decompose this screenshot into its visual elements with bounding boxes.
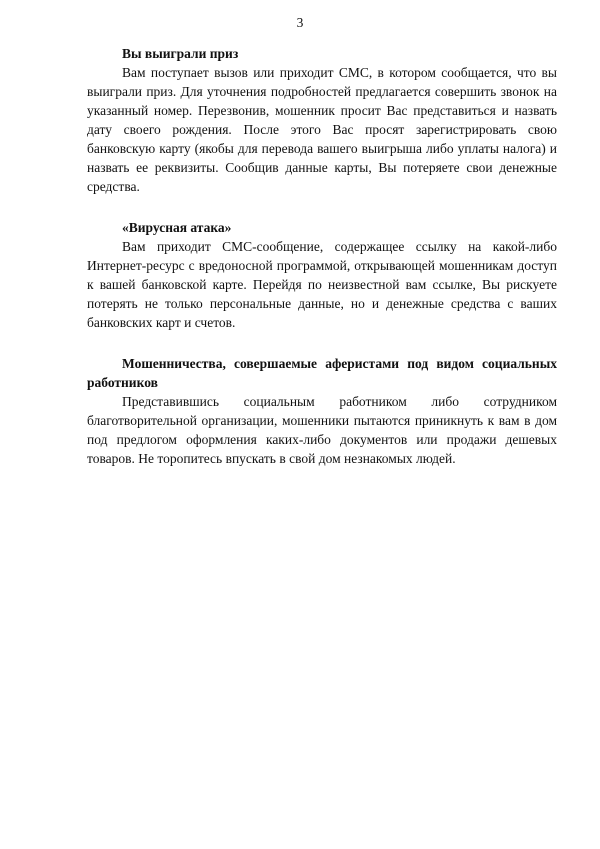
section-prize-win (87, 44, 557, 196)
page-number: 3 (296, 15, 304, 30)
document-body (87, 44, 557, 490)
section-paragraph: Вам приходит СМС-сообщение, содержащее ссылку на какой-либо Интернет-ресурс с вредоносной программой, открывающей мошенникам доступ к вашей банковской карте. Перейдя по неизвестной вам ссылке, Вы рискуете потерять не только персональные данные, но и денежные средства с ваших банковских карт и счетов. (87, 239, 557, 330)
section-heading: Вы выиграли приз (122, 46, 239, 61)
section-heading: «Вирусная атака» (122, 220, 232, 235)
section-paragraph: Представившись социальным работником либо сотрудником благотворительной организации, мошенники пытаются приникнуть к вам в дом под предлогом оформления каких-либо документов или продажи дешевых товаров. Не торопитесь впускать в свой дом незнакомых людей. (87, 394, 557, 466)
section-virus-attack (87, 218, 557, 332)
section-paragraph: Вам поступает вызов или приходит СМС, в котором сообщается, что вы выиграли приз. Для уточнения подробностей предлагается совершить звонок на указанный номер. Перезвонив, мошенник просит Вас представиться и назвать дату своего рождения. После этого Вас просят зарегистрировать свою банковскую карту (якобы для перевода вашего выигрыша либо уплаты налога) и назвать ее реквизиты. Сообщив данные карты, Вы потеряете свои денежные средства. (87, 65, 557, 194)
section-heading: Мошенничества, совершаемые аферистами под видом социальных работников (87, 356, 557, 390)
section-fake-social-workers (87, 354, 557, 468)
